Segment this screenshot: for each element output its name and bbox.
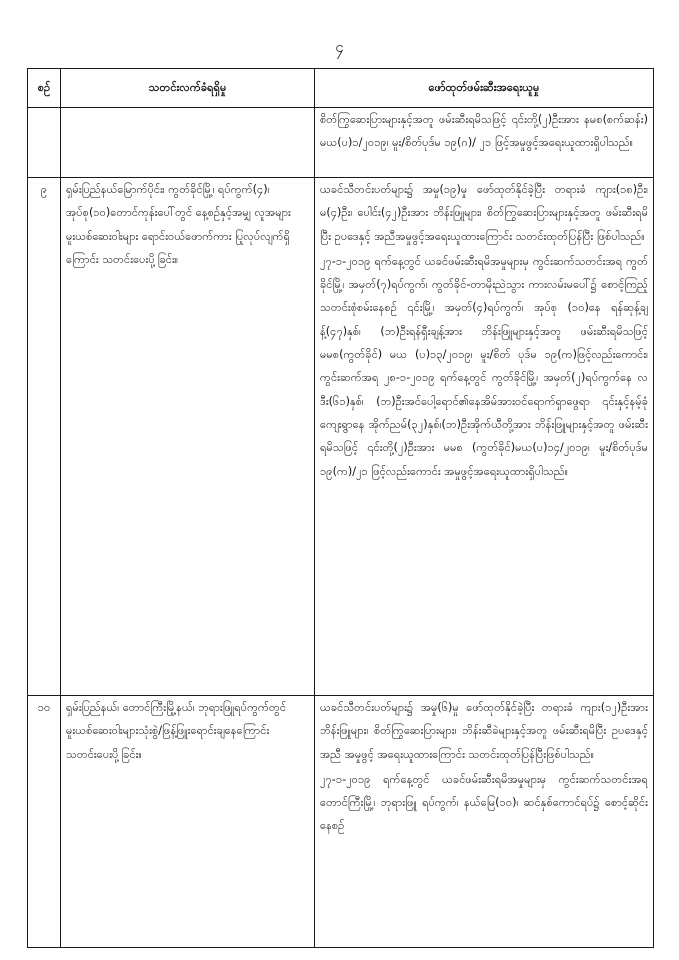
row-number: ၉ — [28, 178, 61, 696]
row-number: ၁၀ — [28, 696, 61, 948]
page-number: ၄ — [335, 38, 344, 56]
action-paragraph: ယခင်သီတင်းပတ်များ၌ အမှု(၁၉)မှု ဖော်ထုတ်နိုင်ခဲ့ပြီး တရားခံ ကျား(၁၈)ဦး၊ မ(၄)ဦး၊ ပေါင်း(၄၂)ဦးအား ဘိန်းဖြူများ၊ စိတ်ကြွဆေးပြားများနှင့်အတူ ဖမ်းဆီးရမိပြီး ဥပဒေနှင့် အညီအမှုဖွင့်အရေးယူထားကြောင်း သတင်းထုတ်ပြန်ပြီး ဖြစ်ပါသည်။ — [320, 183, 648, 243]
header-info-received: သတင်းလက်ခံရရှိမှု — [61, 69, 315, 108]
action-paragraph: ယခင်သီတင်းပတ်များ၌ အမှု(၆)မှု ဖော်ထုတ်နိုင်ခဲ့ပြီး တရားခံ ကျား(၁၂)ဦးအား ဘိန်းဖြူများ၊ စိတ်ကြွဆေးပြားများ၊ ဘိန်းဆီခဲများနှင့်အတူ ဖမ်းဆီးရမိပြီး ဥပဒေနှင့်အညီ အမှုဖွင့် အရေးယူထားကြောင်း သတင်းထုတ်ပြန်ပြီးဖြစ်ပါသည်။ — [320, 701, 648, 761]
info-cell: ရှမ်းပြည်နယ်၊ တောင်ကြီးမြို့နယ်၊ ဘုရားဖြူရပ်ကွက်တွင် မူးယစ်ဆေးဝါးများသုံးစွဲ/ဖြန့်ဖြူးရောင်းချနေကြောင်း သတင်းပေးပို့ခြင်း။ — [61, 696, 315, 948]
info-cell: ရှမ်းပြည်နယ်မြောက်ပိုင်း၊ ကွတ်ခိုင်မြို့၊ ရပ်ကွက်(၄)၊ အုပ်စု(၁၀)တောင်ကုန်းပေါ်တွင် နေ့စဉ်နှင့်အမျှ လူအများမူးယစ်ဆေးဝါးများ ရောင်းဝယ်ဖောက်ကား ပြုလုပ်လျက်ရှိကြောင်း သတင်းပေးပို့ခြင်း။ — [61, 178, 315, 696]
row-number — [28, 108, 61, 178]
header-no: စဉ် — [28, 69, 61, 108]
report-table — [27, 68, 654, 948]
table-header-row — [28, 69, 654, 108]
action-cell — [315, 696, 654, 948]
action-paragraph: စိတ်ကြွဆေးပြားများနှင့်အတူ ဖမ်းဆီးရမိသဖြင့် ၎င်းတို့(၂)ဦးအား နမစ(စက်ဆန်း) မယ(ပ)၁/၂၀၁၉၊ မူး/စိတ်ပုဒ်မ ၁၉(ဂ)/ ၂၁ ဖြင့်အမှုဖွင့်အရေးယူထားရှိပါသည်။ — [320, 113, 648, 150]
action-paragraph: ၂၇-၁-၂၀၁၉ ရက်နေ့တွင် ယခင်ဖမ်းဆီးရမိအမှုများမှ ကွင်းဆက်သတင်းအရ တောင်ကြီးမြို့၊ ဘုရားဖြူ ရပ်ကွက်၊ နယ်မြေ(၁၀)၊ ဆင်နှစ်ကောင်ရပ်၌ စောင့်ဆိုင်းနေစဉ် — [320, 772, 648, 833]
table-row — [28, 108, 654, 178]
table-row — [28, 696, 654, 948]
action-cell — [315, 108, 654, 178]
action-paragraph: ၂၇-၁-၂၀၁၉ ရက်နေ့တွင် ယခင်ဖမ်းဆီးရမိအမှုများမှ ကွင်းဆက်သတင်းအရ ကွတ်ခိုင်မြို့၊ အမှတ်(၇)ရပ်ကွက်၊ ကွတ်ခိုင်-တာမိုးညဲသွား ကားလမ်းမပေါ်၌ စောင့်ကြည့်သတင်းစုံစမ်းနေစဉ် ၎င်းမြို့၊ အမှတ်(၄)ရပ်ကွက်၊ အုပ်စု (၁၀)နေ ရန်ဆုန့်ချန့်(၄၇)နှစ်၊ (ဘ)ဦးရန်ရှီးချန့်အား ဘိန်းဖြူများနှင့်အတူ ဖမ်းဆီးရမိသဖြင့် မမစ(ကွတ်ခိုင်) မယ (ပ)၁၃/၂၀၁၉၊ မူး/စိတ် ပုဒ်မ ၁၉(က)ဖြင့်လည်းကောင်း၊ ကွင်းဆက်အရ ၂၈-၁-၂၀၁၉ ရက်နေ့တွင် ကွတ်ခိုင်မြို့၊ အမှတ်(၂)ရပ်ကွက်နေ လဒီး(၆၁)နှစ်၊ (ဘ)ဦးအင်ပေါ့ရောင်၏နေအိမ်အားဝင်ရောက်ရှာဖွေရာ ၎င်းနှင့်နမ့်ခုံကျေးရွာနေ အိုက်ညမ်(၃၂)နှစ်၊(ဘ)ဦးအိုက်ယီတို့အား ဘိန်းဖြူများနှင့်အတူ ဖမ်းဆီးရမိသဖြင့် ၎င်းတို့(၂)ဦးအား မမစ (ကွတ်ခိုင်)မယ(ပ)၁၄/၂၀၁၉၊ မူး/စိတ်ပုဒ်မ ၁၉(က)/၂၁ ဖြင့်လည်းကောင်း အမှုဖွင့်အရေးယူထားရှိပါသည်။ — [320, 254, 648, 478]
action-cell — [315, 178, 654, 696]
info-cell — [61, 108, 315, 178]
table-row — [28, 178, 654, 696]
header-action-taken: ဖော်ထုတ်ဖမ်းဆီးအရေးယူမှု — [315, 69, 654, 108]
